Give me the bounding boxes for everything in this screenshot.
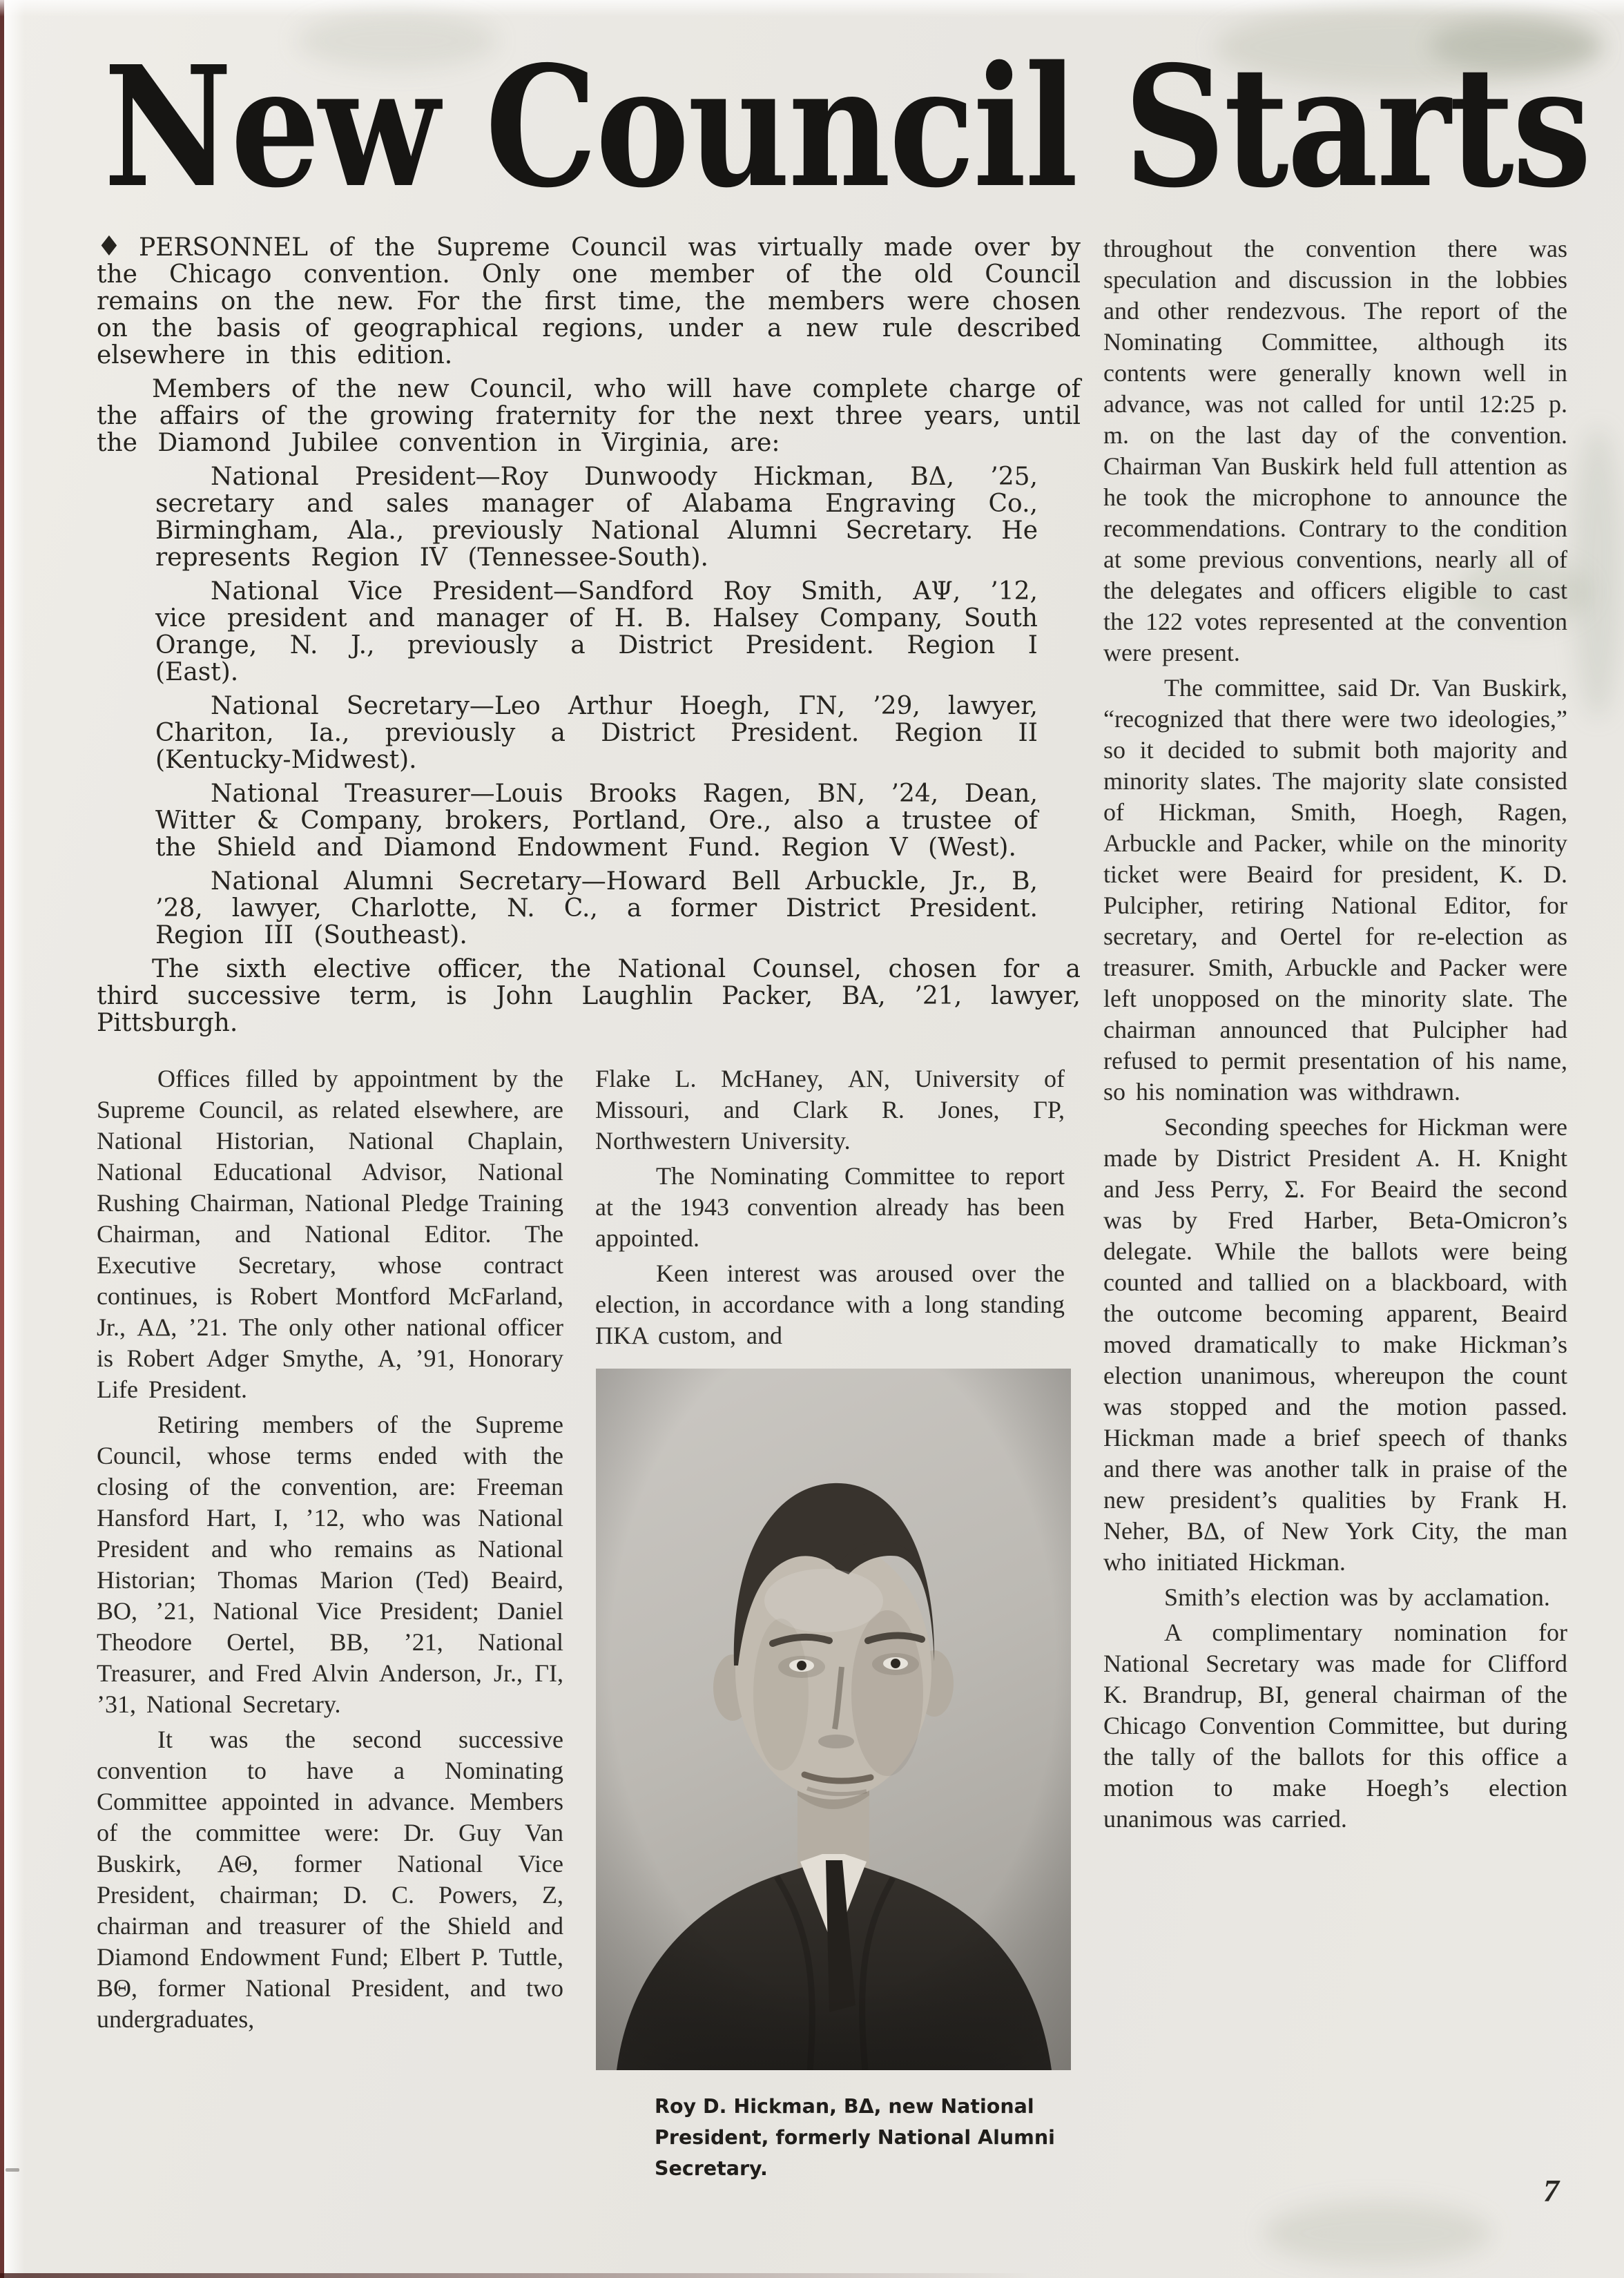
lead-section [97, 233, 1081, 1043]
diamond-bullet-icon: ♦ [97, 231, 123, 262]
ink-showthrough [1264, 2201, 1491, 2265]
bottom-left-column [97, 1063, 563, 2039]
page-number: 7 [1543, 2173, 1559, 2208]
right-column-paragraph: throughout the convention there was speculation and discussion in the lobbies and other rendezvous. The report of the Nominating Committee, although its contents were generally known well in advance, was not called for until 12:25 p. m. on the last day of the convention. Chairman Van Buskirk held full attention as he took the microphone to announce the recommendations. Contrary to the condition at some previous conventions, nearly all of the delegates and officers eligible to cast the 122 votes represented at the convention were present. [1103, 235, 1567, 666]
photo-caption: Roy D. Hickman, ΒΔ, new National President, formerly National Alumni Secretary. [655, 2095, 1055, 2180]
scan-edge-bottom-shadow [0, 2273, 1036, 2278]
ink-showthrough [1573, 428, 1623, 718]
portrait-photo-roy-hickman [596, 1369, 1071, 2070]
left-column-paragraph: It was the second successive convention to have a Nominating Committee appointed in advance. Members of the committee were: Dr. Guy Van Buskirk, ΑΘ, former National Vice President, chairman; D. C. Powers, Ζ, chairman and treasurer of the Shield and Diamond Endowment Fund; Elbert P. Tuttle, ΒΘ, former National President, and two undergraduates, [97, 1726, 563, 2033]
lead-paragraph-2: Members of the new Council, who will have complete charge of the affairs of the growing fraternity for the next three years, until the Diamond Jubilee convention in Virginia, are: [97, 375, 1081, 457]
officer-entry-national-secretary: National Secretary—Leo Arthur Hoegh, ΓΝ, ’29, lawyer, Chariton, Ia., previously a District President. Region II (Kentucky-Midwest). [155, 692, 1038, 774]
right-column-paragraph: Smith’s election was by acclamation. [1164, 1583, 1550, 1611]
officer-entry-national-president: National President—Roy Dunwoody Hickman, ΒΔ, ’25, secretary and sales manager of Alabama Engraving Co., Birmingham, Ala., previously National Alumni Secretary. He represents Region IV (Tennessee-South). [155, 463, 1038, 572]
portrait-illustration [596, 1369, 1071, 2070]
middle-column-paragraph: Flake L. McHaney, ΑΝ, University of Missouri, and Clark R. Jones, ΓΡ, Northwestern University. [595, 1065, 1065, 1155]
right-column-paragraph: The committee, said Dr. Van Buskirk, “recognized that there were two ideologies,” so it decided to submit both majority and minority slates. The majority slate consisted of Hickman, Smith, Hoegh, Ragen, Arbuckle and Packer, while on the minority ticket were Beaird for president, K. D. Pulcipher, retiring National Editor, for secretary, and Oertel for re-election as treasurer. Smith, Arbuckle and Packer were left unopposed on the minority slate. The chairman announced that Pulcipher had refused to permit presentation of his name, so his nomination was withdrawn. [1103, 674, 1567, 1106]
middle-column-paragraph: The Nominating Committee to report at the 1943 convention already has been appointed. [595, 1162, 1065, 1252]
bottom-middle-column [595, 1063, 1065, 1355]
lead-paragraph-3: The sixth elective officer, the National Counsel, chosen for a third successive term, is John Laughlin Packer, ΒΑ, ’21, lawyer, Pittsburgh. [97, 955, 1081, 1037]
margin-mark [6, 2168, 19, 2172]
lead-paragraph-1 [97, 233, 1081, 369]
right-column [1103, 233, 1567, 1839]
left-column-paragraph: Offices filled by appointment by the Supreme Council, as related elsewhere, are National Historian, National Chaplain, National Educational Advisor, National Rushing Chairman, National Pledge Training Chairman, and National Editor. The Executive Secretary, whose contract continues, is Robert Montford McFarland, Jr., ΑΔ, ’21. The only other national officer is Robert Adger Smythe, Α, ’91, Honorary Life President. [97, 1065, 563, 1403]
scan-edge-left-highlight [4, 0, 25, 2278]
right-column-paragraph: A complimentary nomination for National Secretary was made for Clifford K. Brandrup, ΒΙ, general chairman of the Chicago Convention Committee, but during the tally of the ballots for this office a motion to make Hoegh’s election unanimous was carried. [1103, 1619, 1567, 1833]
officer-entry-national-treasurer: National Treasurer—Louis Brooks Ragen, ΒΝ, ’24, Dean, Witter & Company, brokers, Portland, Ore., also a trustee of the Shield and Diamond Endowment Fund. Region V (West). [155, 780, 1038, 862]
right-column-paragraph: Seconding speeches for Hickman were made by District President A. H. Knight and Jess Perry, Σ. For Beaird the second was by Fred Harber, Beta-Omicron’s delegate. While the ballots were being counted and tallied on a blackboard, with the outcome becoming apparent, Beaird moved dramatically to make Hickman’s election unanimous, whereupon the count was stopped and the motion passed. Hickman made a brief speech of thanks and there was another talk in praise of the new president’s qualities by Frank H. Neher, ΒΔ, of New York City, the man who initiated Hickman. [1103, 1113, 1567, 1576]
officer-entry-national-alumni-secretary: National Alumni Secretary—Howard Bell Arbuckle, Jr., Β, ’28, lawyer, Charlotte, N. C., a former District President. Region III (Southeast). [155, 867, 1038, 949]
left-column-paragraph: Retiring members of the Supreme Council, whose terms ended with the closing of the convention, are: Freeman Hansford Hart, Ι, ’12, who was National President and who remains as National Historian; Thomas Marion (Ted) Beaird, ΒΟ, ’21, National Vice President; Daniel Theodore Oertel, ΒΒ, ’21, National Treasurer, and Fred Alvin Anderson, Jr., ΓΙ, ’31, National Secretary. [97, 1411, 563, 1718]
lead-paragraph-1-text: PERSONNEL of the Supreme Council was virtually made over by the Chicago convention. Only one member of the old Council remains on the new. For the first time, the members were chosen on the basis of geographical regions, under a new rule described elsewhere in this edition. [97, 233, 1081, 369]
officer-entry-national-vice-president: National Vice President—Sandford Roy Smith, ΑΨ, ’12, vice president and manager of H. B. Halsey Company, South Orange, N. J., previously a District President. Region I (East). [155, 577, 1038, 686]
article-title: New Council Starts [104, 30, 1590, 224]
middle-column-paragraph: Keen interest was aroused over the election, in accordance with a long standing ΠΚΑ custom, and [595, 1259, 1065, 1349]
